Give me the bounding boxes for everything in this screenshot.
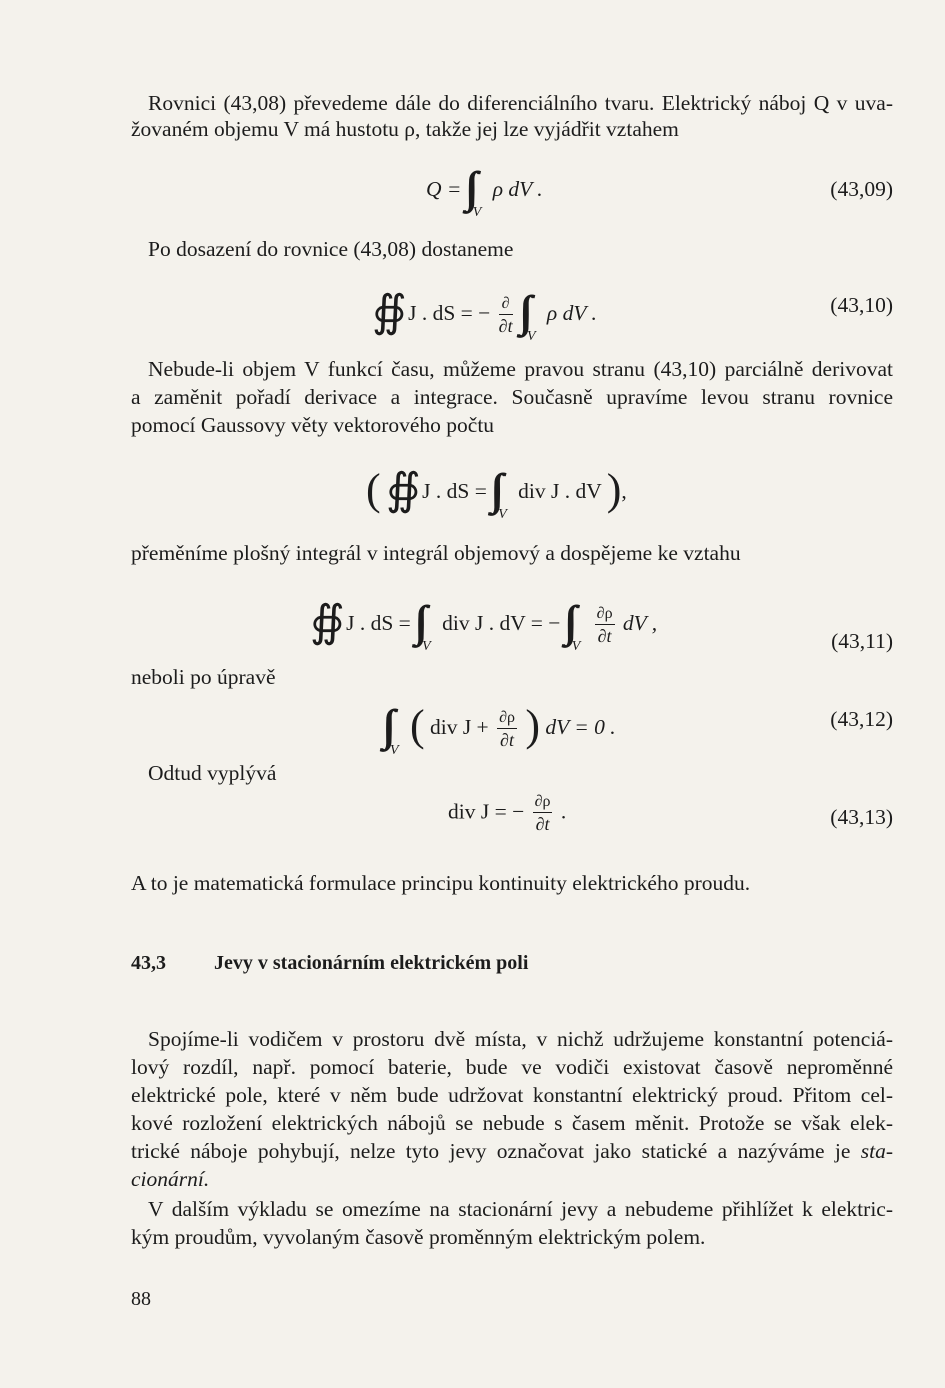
partial-derivative bbox=[533, 794, 553, 833]
equation-43-12 bbox=[384, 694, 616, 758]
left-paren: ( bbox=[366, 465, 381, 514]
para8-line1: Spojíme-li vodičem v prostoru dvě místa, v nichž udržujeme konstantní potenciá- bbox=[148, 1027, 893, 1051]
eq-tail: dV , bbox=[622, 611, 658, 635]
frac-den: ∂t bbox=[535, 814, 550, 834]
para4-line1: přeměníme plošný integrál v integrál objemový a dospějeme ke vztahu bbox=[131, 541, 741, 565]
eq-integrand: div J . dV bbox=[518, 479, 602, 503]
eq-number-43-10: (43,10) bbox=[830, 293, 893, 317]
integral-subscript: V bbox=[390, 743, 399, 758]
frac-den: ∂t bbox=[500, 729, 514, 750]
para8-line6 bbox=[131, 1166, 209, 1192]
left-paren: ( bbox=[409, 701, 425, 750]
para3-line2: a zaměnit pořadí derivace a integrace. Současně upravíme levou stranu rovnice bbox=[131, 385, 893, 409]
eq-number-43-12: (43,12) bbox=[830, 707, 893, 731]
partial-derivative bbox=[595, 606, 615, 645]
equation-43-13 bbox=[448, 794, 566, 833]
eq-lhs: J . dS = bbox=[346, 611, 411, 635]
para8-line5 bbox=[131, 1138, 893, 1164]
eq-integrand: ρ dV . bbox=[492, 177, 543, 201]
para8-line3: elektrické pole, které v něm bude udržovat konstantní elektrický proud. Přitom cel- bbox=[131, 1083, 893, 1107]
eq-number-43-11: (43,11) bbox=[831, 629, 893, 653]
frac-den: ∂t bbox=[498, 315, 513, 336]
eq-open: div J + bbox=[429, 715, 489, 739]
para3-line3: pomocí Gaussovy věty vektorového počtu bbox=[131, 413, 495, 437]
eq-integrand: ρ dV . bbox=[546, 301, 597, 325]
eq-lhs: J . dS = − bbox=[408, 301, 491, 325]
page-number: 88 bbox=[131, 1288, 151, 1310]
para9-line1: V dalším výkladu se omezíme na stacionární jevy a nebudeme přihlížet k elektric- bbox=[148, 1197, 893, 1221]
frac-num: ∂ bbox=[501, 294, 510, 312]
section-number: 43,3 bbox=[131, 952, 166, 974]
frac-num: ∂ρ bbox=[596, 604, 613, 622]
para8-line5-text: trické náboje pohybují, nelze tyto jevy označovat jako statické a nazýváme je bbox=[131, 1139, 861, 1163]
eq-tail: . bbox=[560, 799, 567, 824]
equation-43-11 bbox=[310, 594, 658, 654]
equation-43-10 bbox=[372, 284, 597, 344]
eq-tail: dV = 0 . bbox=[545, 715, 616, 739]
integral-subscript: V bbox=[472, 205, 482, 220]
eq-lhs: J . dS = bbox=[422, 479, 487, 503]
para8-line6-emph: cionární. bbox=[131, 1167, 210, 1191]
para7-line1: A to je matematická formulace principu kontinuity elektrického proudu. bbox=[131, 871, 751, 895]
para1-line2: žovaném objemu V má hustotu ρ, takže jej lze vyjádřit vztahem bbox=[131, 117, 679, 141]
frac-num: ∂ρ bbox=[499, 708, 515, 726]
equation-43-09 bbox=[426, 160, 543, 220]
para8-line2: lový rozdíl, např. pomocí baterie, bude ve vodiči existovat časově neproměnné bbox=[131, 1055, 893, 1079]
frac-den: ∂t bbox=[597, 625, 612, 646]
section-title: Jevy v stacionárním elektrickém poli bbox=[214, 952, 529, 974]
integral-subscript: V bbox=[498, 507, 507, 522]
integral-subscript: V bbox=[526, 329, 536, 344]
right-paren: ) bbox=[525, 701, 540, 750]
para9-line2: kým proudům, vyvolaným časově proměnným elektrickým polem. bbox=[131, 1225, 706, 1249]
para8-line4: kové rozložení elektrických nábojů se nebude s časem měnit. Protože se však elek- bbox=[131, 1111, 893, 1135]
para2-line1: Po dosazení do rovnice (43,08) dostaneme bbox=[148, 237, 514, 261]
eq-number-43-13: (43,13) bbox=[830, 805, 893, 829]
frac-num: ∂ρ bbox=[534, 793, 551, 810]
closed-surface-integral-icon: ∯ bbox=[372, 287, 393, 336]
para8-line5-emph: sta- bbox=[860, 1139, 893, 1163]
para1-line1: Rovnici (43,08) převedeme dále do diferenciálního tvaru. Elektrický náboj Q v uva- bbox=[148, 91, 893, 115]
right-paren: ) bbox=[606, 465, 622, 514]
integral-subscript: V bbox=[422, 639, 431, 654]
para5-line1: neboli po úpravě bbox=[131, 665, 276, 689]
para3-line1: Nebude-li objem V funkcí času, můžeme pravou stranu (43,10) parciálně derivovat bbox=[148, 357, 893, 381]
integral-subscript: V bbox=[571, 639, 581, 654]
eq-number-43-09: (43,09) bbox=[830, 177, 893, 201]
para6-line1: Odtud vyplývá bbox=[148, 761, 277, 785]
eq-tail: , bbox=[621, 479, 627, 503]
closed-surface-integral-icon: ∯ bbox=[310, 597, 331, 646]
closed-surface-integral-icon: ∯ bbox=[386, 465, 407, 514]
eq-mid: div J . dV = − bbox=[442, 611, 561, 635]
eq-lhs: Q = bbox=[426, 177, 462, 201]
partial-derivative bbox=[499, 296, 513, 335]
eq-lhs: div J = − bbox=[448, 799, 525, 824]
partial-derivative bbox=[497, 710, 517, 749]
equation-gauss bbox=[366, 458, 627, 522]
